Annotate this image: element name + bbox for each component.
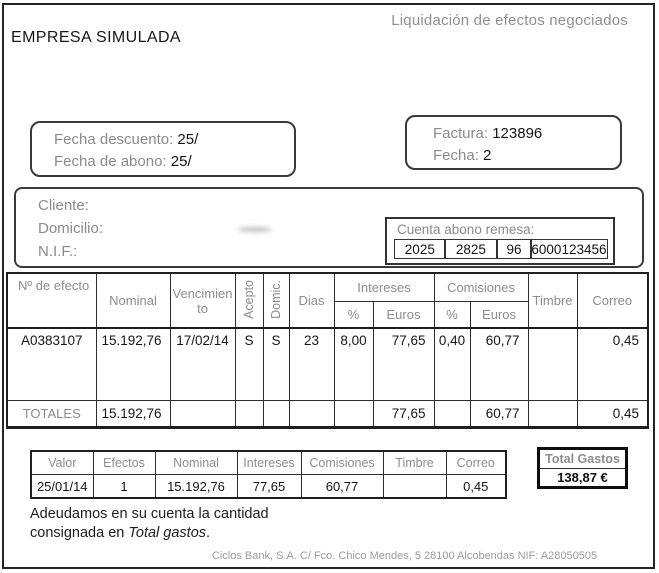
effects-table [6,272,649,429]
header-timbre: Timbre [528,273,577,328]
totals-correo: 0,45 [577,400,648,427]
summary-header-correo: Correo [446,451,506,475]
summary-header-intereses: Intereses [237,451,301,475]
cell-comisiones-pct: 0,40 [434,328,470,400]
account-cell-number: 6000123456 [530,239,607,259]
summary-comisiones: 60,77 [301,475,383,499]
header-domic [263,273,289,328]
summary-header-valor: Valor [31,451,93,475]
fecha-abono-value: 25/ [170,153,192,170]
company-name: EMPRESA SIMULADA [11,29,182,46]
cell-comisiones-euros: 60,77 [470,328,528,400]
note-line-2 [30,524,269,543]
cell-intereses-euros: 77,65 [373,328,434,400]
totals-vencimiento [170,400,235,427]
account-cell-control: 96 [496,239,532,259]
header-comisiones-group: Comisiones [434,273,528,301]
header-domic-text: Domic. [268,279,283,319]
dates-box [30,121,296,177]
totals-dias [289,400,334,427]
summary-row [31,475,506,499]
account-box [385,217,615,265]
note-line-2-italic: Total gastos [128,525,207,541]
cell-efecto: A0383107 [7,328,96,400]
total-gastos-box [537,447,628,489]
table-row [7,328,648,400]
summary-intereses: 77,65 [237,475,301,499]
document-page [2,3,655,569]
account-cell-branch: 2825 [444,239,498,259]
total-gastos-value: 138,87 € [557,470,608,485]
account-cells [394,239,606,259]
fecha-value: 2 [483,147,492,164]
factura-label: Factura: [433,125,489,142]
fecha-abono-line [54,151,294,173]
summary-header-comisiones: Comisiones [301,451,383,475]
header-correo: Correo [577,273,648,328]
header-dias: Dias [289,273,334,328]
totals-comisiones-euros: 60,77 [470,400,528,427]
cliente-label: Cliente: [38,197,89,214]
note-line-2-prefix: consignada en [30,525,129,541]
account-label: Cuenta abono remesa: [397,222,535,237]
totals-label: TOTALES [7,400,96,427]
cell-dias: 23 [289,328,334,400]
invoice-box [405,115,622,170]
summary-header-efectos: Efectos [93,451,155,475]
totals-intereses-pct [334,400,373,427]
header-comisiones-euros: Euros [470,301,528,328]
redaction-smudge [238,227,272,232]
document-title: Liquidación de efectos negociados [391,12,628,29]
header-acepto-text: Acepto [241,279,256,319]
cell-timbre [528,328,577,400]
header-intereses-group: Intereses [334,273,434,301]
account-cell-bank: 2025 [394,239,446,259]
summary-table [30,450,507,499]
totals-nominal: 15.192,76 [96,400,170,427]
summary-header-timbre: Timbre [383,451,446,475]
summary-nominal: 15.192,76 [155,475,237,499]
total-gastos-label: Total Gastos [540,450,625,469]
totals-domic [263,400,289,427]
cell-nominal: 15.192,76 [96,328,170,400]
header-acepto [235,273,263,328]
fecha-label: Fecha: [433,147,479,164]
totals-acepto [235,400,263,427]
summary-header-nominal: Nominal [155,451,237,475]
summary-correo: 0,45 [446,475,506,499]
note-line-1: Adeudamos en su cuenta la cantidad [30,506,269,522]
factura-line [433,123,620,145]
summary-efectos: 1 [93,475,155,499]
domicilio-label-text: Domicilio: [38,220,104,237]
header-vencimiento: Vencimiento [170,273,235,328]
cell-intereses-pct: 8,00 [334,328,373,400]
cell-vencimiento: 17/02/14 [170,328,235,400]
nif-label: N.I.F.: [38,243,78,260]
fecha-descuento-line [54,129,294,151]
header-intereses-euros: Euros [373,301,434,328]
totals-intereses-euros: 77,65 [373,400,434,427]
header-nominal: Nominal [96,273,170,328]
fecha-abono-label: Fecha de abono: [54,153,167,170]
cell-domic: S [263,328,289,400]
summary-header-row [31,451,506,475]
note-text [30,505,269,543]
fecha-descuento-label: Fecha descuento: [54,131,174,148]
totals-timbre [528,400,577,427]
header-intereses-pct: % [334,301,373,328]
cell-acepto: S [235,328,263,400]
note-line-2-suffix: . [206,525,211,541]
header-efecto: Nº de efecto [7,273,96,328]
totals-comisiones-pct [434,400,470,427]
footer-text: Ciclos Bank, S.A. C/ Fco. Chico Mendes, 5 28100 Alcobendas NIF: A28050505 [211,550,598,562]
fecha-descuento-value: 25/ [177,131,199,148]
cell-correo: 0,45 [577,328,648,400]
factura-value: 123896 [492,125,543,142]
totals-row [7,400,648,427]
summary-timbre [383,475,446,499]
summary-valor: 25/01/14 [31,475,93,499]
header-comisiones-pct: % [434,301,470,328]
fecha-line [433,145,620,167]
